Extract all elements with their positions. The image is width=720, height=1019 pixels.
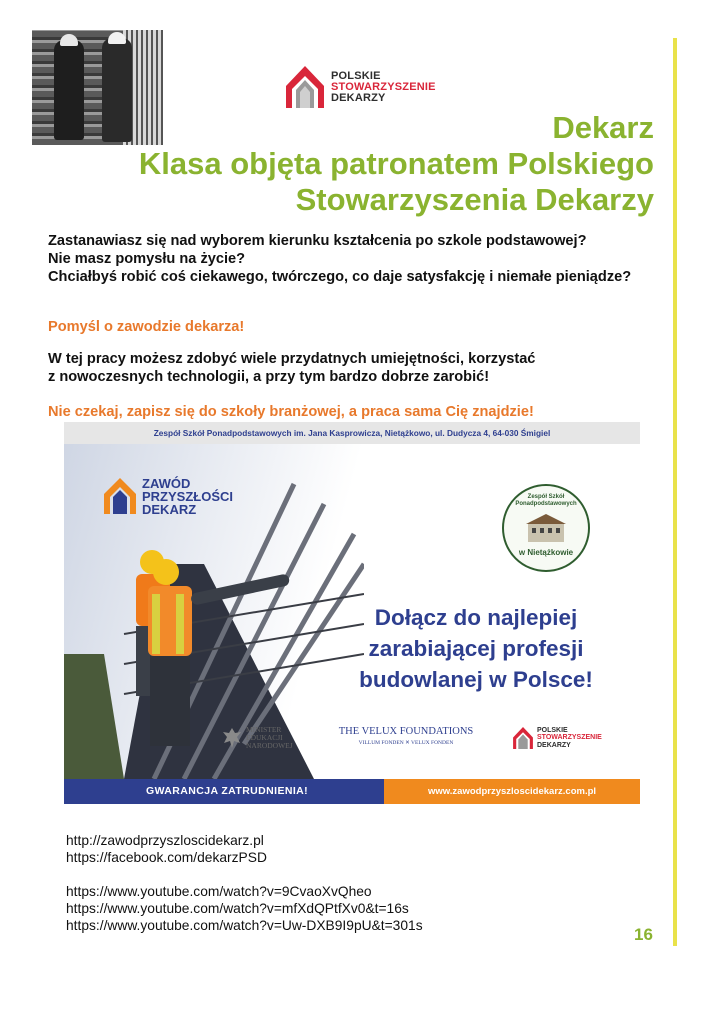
body-line: W tej pracy możesz zdobyć wiele przydatnych umiejętności, korzystać — [48, 351, 536, 367]
slogan-line: budowlanej w Polsce! — [359, 667, 593, 692]
link-youtube[interactable]: https://www.youtube.com/watch?v=mfXdQPtfXv0&t=16s — [66, 901, 409, 916]
link-website[interactable]: http://zawodprzyszloscidekarz.pl — [66, 833, 264, 848]
zp-line: PRZYSZŁOŚCI — [142, 488, 234, 504]
psd-small-logo — [512, 726, 602, 750]
slogan-line: Dołącz do najlepiej — [374, 605, 578, 630]
minister-logo — [222, 726, 293, 750]
roofer-figure — [102, 38, 132, 142]
house-logo-icon — [284, 64, 326, 110]
house-logo-icon — [512, 726, 534, 750]
velux-title: THE VELUX FOUNDATIONS — [338, 726, 474, 737]
heading-line: Klasa objęta patronatem Polskiego — [138, 146, 654, 181]
banner-slogan — [316, 602, 636, 695]
minister-line: MINISTER — [246, 725, 282, 734]
highlight-text: Pomyśl o zawodzie dekarza! — [48, 319, 245, 335]
intro-paragraph — [48, 232, 658, 286]
minister-line: NARODOWEJ — [246, 741, 293, 750]
intro-line: Chciałbyś robić coś ciekawego, twórczego, co daje satysfakcję i niemałe pieniądze? — [48, 269, 632, 285]
roofer-figure — [54, 40, 84, 140]
heading-line: Dekarz — [552, 110, 654, 145]
guarantee-text: GWARANCJA ZATRUDNIENIA! — [64, 779, 384, 804]
page-number: 16 — [634, 925, 653, 944]
helmet-icon — [60, 34, 78, 46]
intro-line: Zastanawiasz się nad wyborem kierunku kształcenia po szkole podstawowej? — [48, 233, 587, 249]
school-seal — [502, 484, 590, 572]
zp-line: DEKARZ — [142, 501, 197, 517]
body-paragraph — [48, 350, 535, 386]
school-building-icon — [526, 512, 566, 542]
helmet-icon — [108, 32, 126, 44]
banner-scene — [64, 444, 640, 779]
zp-line: ZAWÓD — [142, 475, 191, 491]
seal-top-text: Zespół Szkół Ponadpodstawowych — [515, 494, 577, 507]
link-youtube[interactable]: https://www.youtube.com/watch?v=9CvaoXvQheo — [66, 884, 372, 899]
banner-address: Zespół Szkół Ponadpodstawowych im. Jana Kasprowicza, Nietążkowo, ul. Dudycza 4, 64-030 Śmigiel — [64, 422, 640, 444]
psd-small-line: POLSKIE — [537, 726, 568, 734]
promo-banner — [64, 422, 640, 804]
velux-foundations-logo — [336, 726, 476, 746]
psd-logo — [284, 64, 436, 110]
link-facebook[interactable]: https://facebook.com/dekarzPSD — [66, 850, 267, 865]
page-heading — [139, 110, 654, 218]
velux-subtitle: VILLUM FONDEN ✕ VELUX FONDEN — [358, 740, 454, 746]
links-list — [66, 832, 423, 934]
house-logo-icon — [102, 476, 138, 516]
intro-line: Nie masz pomysłu na życie? — [48, 251, 246, 267]
banner-website-link[interactable]: www.zawodprzyszloscidekarz.com.pl — [384, 779, 640, 804]
highlight-text: Nie czekaj, zapisz się do szkoły branżowej, a praca sama Cię znajdzie! — [48, 404, 534, 420]
seal-bottom-text: w Nietążkowie — [518, 548, 574, 557]
minister-line: EDUKACJI — [246, 733, 283, 742]
psd-small-line: DEKARZY — [537, 741, 571, 749]
heading-line: Stowarzyszenia Dekarzy — [295, 182, 654, 217]
zawod-przyszlosci-logo — [102, 476, 233, 516]
side-rule — [673, 38, 677, 946]
banner-bottom-bar — [64, 779, 640, 804]
slogan-line: zarabiającej profesji — [368, 636, 584, 661]
eagle-emblem-icon — [222, 726, 242, 750]
logo-line: DEKARZY — [331, 91, 386, 104]
link-youtube[interactable]: https://www.youtube.com/watch?v=Uw-DXB9I9pU&t=301s — [66, 918, 423, 933]
logo-line: STOWARZYSZENIE — [331, 80, 436, 93]
logo-line: POLSKIE — [331, 69, 381, 82]
body-line: z nowoczesnych technologii, a przy tym bardzo dobrze zarobić! — [48, 369, 490, 385]
psd-small-line: STOWARZYSZENIE — [537, 734, 602, 742]
